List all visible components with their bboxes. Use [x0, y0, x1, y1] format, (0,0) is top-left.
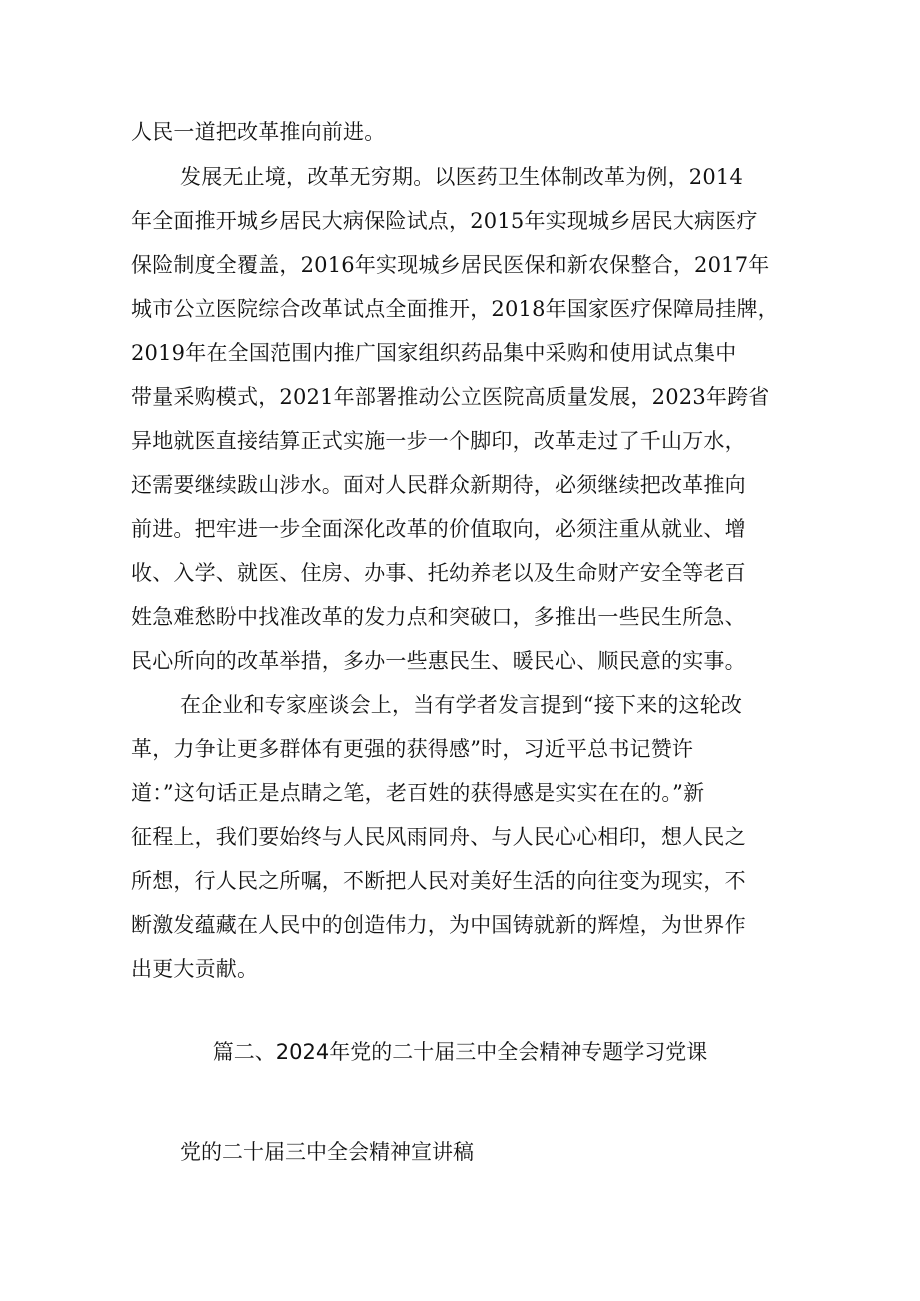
paragraph-3-line: 革，力争让更多群体有更强的获得感”时，习近平总书记赞许: [131, 737, 694, 761]
paragraph-2-line: 发展无止境，改革无穷期。以医药卫生体制改革为例，2014: [180, 165, 744, 189]
paragraph-3-line: 在企业和专家座谈会上，当有学者发言提到“接下来的这轮改: [180, 693, 743, 717]
section-subtitle: 党的二十届三中全会精神宣讲稿: [180, 1140, 474, 1164]
paragraph-2-line: 前进。把牢进一步全面深化改革的价值取向，必须注重从就业、增: [131, 517, 746, 541]
paragraph-2-line: 姓急难愁盼中找准改革的发力点和突破口，多推出一些民生所急、: [131, 605, 746, 629]
paragraph-continuation-line: 人民一道把改革推向前进。: [131, 120, 386, 144]
paragraph-3-line: 出更大贡献。: [131, 957, 259, 981]
paragraph-2-line: 带量采购模式，2021年部署推动公立医院高质量发展，2023年跨省: [131, 385, 770, 409]
paragraph-3-line: 断激发蕴藏在人民中的创造伟力，为中国铸就新的辉煌，为世界作: [131, 913, 746, 937]
paragraph-2-line: 收、入学、就医、住房、办事、托幼养老以及生命财产安全等老百: [131, 561, 746, 585]
paragraph-3-line: 所想，行人民之所嘱，不断把人民对美好生活的向往变为现实，不: [131, 869, 746, 893]
paragraph-2-line: 民心所向的改革举措，多办一些惠民生、暖民心、顺民意的实事。: [131, 649, 746, 673]
section-heading: 篇二、2024年党的二十届三中全会精神专题学习党课: [212, 1040, 708, 1064]
paragraph-3-line: 道：”这句话正是点睛之笔，老百姓的获得感是实实在在的。”新: [131, 781, 705, 805]
paragraph-2-line: 保险制度全覆盖，2016年实现城乡居民医保和新农保整合，2017年: [131, 253, 770, 277]
paragraph-2-line: 异地就医直接结算正式实施一步一个脚印，改革走过了千山万水，: [131, 429, 746, 453]
paragraph-2-line: 城市公立医院综合改革试点全面推开，2018年国家医疗保障局挂牌，: [131, 297, 779, 321]
paragraph-2-line: 2019年在全国范围内推广国家组织药品集中采购和使用试点集中: [131, 341, 737, 365]
paragraph-2-line: 年全面推开城乡居民大病保险试点，2015年实现城乡居民大病医疗: [131, 209, 758, 233]
paragraph-2-line: 还需要继续跋山涉水。面对人民群众新期待，必须继续把改革推向: [131, 473, 746, 497]
paragraph-3-line: 征程上，我们要始终与人民风雨同舟、与人民心心相印，想人民之: [131, 825, 746, 849]
